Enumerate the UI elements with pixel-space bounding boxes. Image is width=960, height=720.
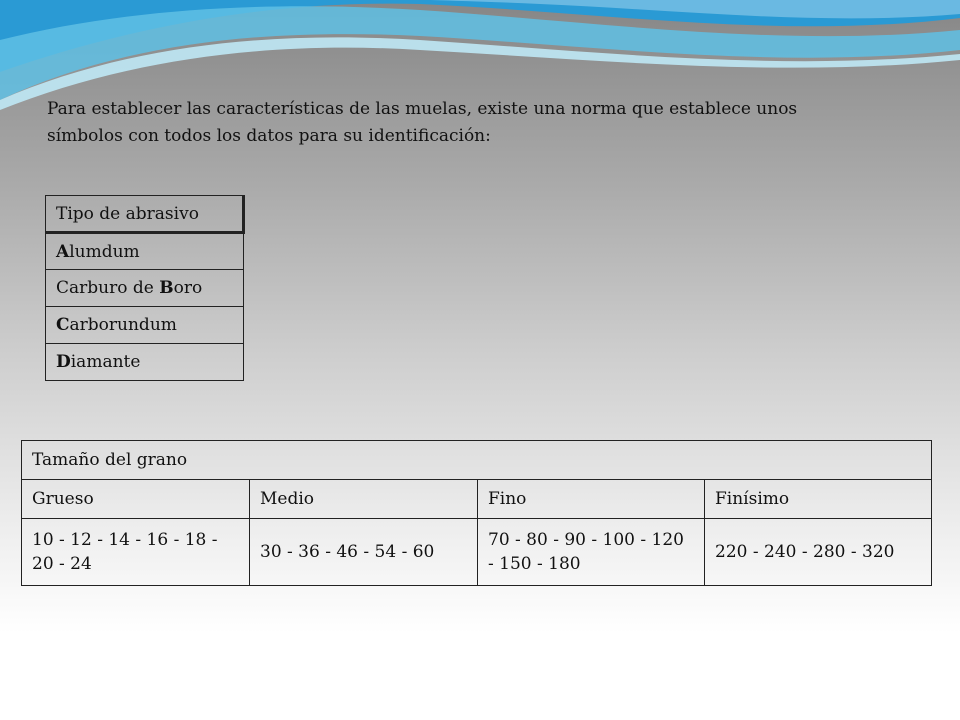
decorative-wave-header: [0, 0, 960, 110]
intro-line-1: Para establecer las características de las muelas, existe una norma que establece unos: [47, 99, 798, 119]
grain-values-medio: 30 - 36 - 46 - 54 - 60: [250, 519, 478, 586]
abrasive-name-rest: iamante: [70, 352, 141, 372]
abrasive-row-carborundum: [46, 307, 244, 344]
abrasive-row-diamante: [46, 344, 244, 381]
grain-category-finisimo: Finísimo: [705, 480, 932, 519]
grain-size-table: [21, 440, 932, 586]
abrasive-name-rest: arborundum: [69, 315, 177, 335]
abrasive-type-table: [45, 195, 245, 381]
intro-paragraph: [47, 96, 927, 150]
grain-category-grueso: Grueso: [22, 480, 250, 519]
abrasive-symbol: A: [56, 241, 70, 262]
abrasive-symbol: D: [56, 352, 71, 372]
abrasive-table-header: Tipo de abrasivo: [46, 196, 244, 233]
abrasive-row-carburo-de-boro: [46, 270, 244, 307]
intro-line-2: símbolos con todos los datos para su identificación:: [47, 126, 491, 146]
abrasive-name-rest: oro: [173, 278, 203, 298]
grain-values-grueso: 10 - 12 - 14 - 16 - 18 - 20 - 24: [22, 519, 250, 586]
abrasive-name-rest: lumdum: [69, 241, 140, 262]
abrasive-name-prefix: Carburo de: [56, 278, 160, 298]
grain-table-header: Tamaño del grano: [22, 441, 932, 480]
grain-values-fino: 70 - 80 - 90 - 100 - 120 - 150 - 180: [478, 519, 705, 586]
grain-category-medio: Medio: [250, 480, 478, 519]
abrasive-symbol: B: [159, 278, 174, 298]
abrasive-symbol: C: [56, 315, 70, 335]
grain-values-finisimo: 220 - 240 - 280 - 320: [705, 519, 932, 586]
grain-category-fino: Fino: [478, 480, 705, 519]
abrasive-row-alumdum: [46, 233, 244, 270]
